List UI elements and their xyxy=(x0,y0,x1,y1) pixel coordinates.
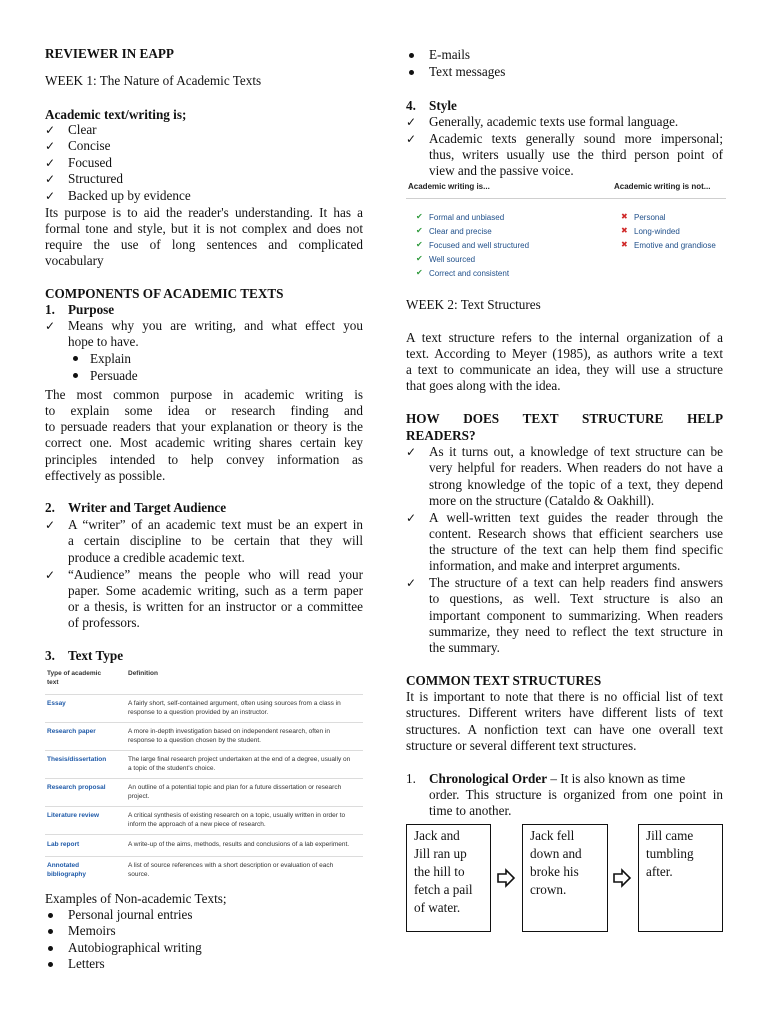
style-heading: Style xyxy=(429,98,457,113)
check-icon: ✔ xyxy=(416,254,423,263)
common-structures-heading: COMMON TEXT STRUCTURES xyxy=(406,673,602,688)
check-icon: ✓ xyxy=(45,156,56,170)
section-number: 2. xyxy=(45,500,55,515)
section-number: 1. xyxy=(406,771,416,786)
bullet-icon xyxy=(409,70,414,75)
check-icon: ✔ xyxy=(416,212,423,221)
sequence-box-1: Jack and Jill ran up the hill to fetch a pail of water. xyxy=(406,824,491,932)
arrow-right-icon xyxy=(612,868,632,888)
check-icon: ✓ xyxy=(45,568,56,582)
bullet-icon xyxy=(48,946,53,951)
check-icon: ✓ xyxy=(406,115,417,129)
list-item: Concise xyxy=(68,138,111,153)
table-row: Essay A fairly short, self-contained argument, often using sources from a class in response to a question provided by an instructor. xyxy=(45,694,363,723)
table-row: Lab report A write-up of the aims, methods, results and conclusions of a lab experiment. xyxy=(45,834,363,857)
isnot-heading: Academic writing is not... xyxy=(614,182,711,191)
bullet-icon xyxy=(48,962,53,967)
check-icon: ✓ xyxy=(406,445,417,459)
check-icon: ✓ xyxy=(406,576,417,590)
table-row: Annotated bibliography A list of source references with a short description or evaluation of each source. xyxy=(45,856,363,885)
table-header-type: Type of academic text xyxy=(47,670,102,686)
check-icon: ✓ xyxy=(406,132,417,146)
divider xyxy=(406,198,726,199)
components-heading: COMPONENTS OF ACADEMIC TEXTS xyxy=(45,286,284,301)
arrow-right-icon xyxy=(496,868,516,888)
list-item: Explain xyxy=(90,351,132,366)
list-item: Personal journal entries xyxy=(68,907,193,922)
nonacademic-heading: Examples of Non-academic Texts; xyxy=(45,891,227,906)
purpose-definition: Means why you are writing, and what effect you xyxy=(68,318,363,333)
text-type-heading: Text Type xyxy=(68,648,124,663)
academic-writing-comparison: Academic writing is... Academic writing is not... ✔ Formal and unbiased ✔ Clear and precise ✔ Focused and well structured ✔ Well sourced ✔ Correct and consistent ✖ Personal ✖ Long-winded ✖ Emotive and grandiose xyxy=(406,178,726,288)
sequence-box-2: Jack fell down and broke his crown. xyxy=(522,824,608,932)
bullet-icon xyxy=(409,53,414,58)
check-icon: ✓ xyxy=(406,511,417,525)
section-number: 3. xyxy=(45,648,55,663)
list-item: E-mails xyxy=(429,47,471,62)
check-icon: ✓ xyxy=(45,319,56,333)
list-item: Text messages xyxy=(429,64,506,79)
table-row: Literature review A critical synthesis of existing research on a topic, usually written in order to inform the approach of a new piece of research. xyxy=(45,806,363,835)
list-item: Backed up by evidence xyxy=(68,188,191,203)
week1-heading: WEEK 1: The Nature of Academic Texts xyxy=(45,73,262,88)
table-row: Thesis/dissertation The large final research project undertaken at the end of a degree, usually on a topic of the student's choice. xyxy=(45,750,363,779)
table-header-definition: Definition xyxy=(128,670,158,677)
list-item: Memoirs xyxy=(68,923,116,938)
bullet-icon xyxy=(73,373,78,378)
academic-heading: Academic text/writing is; xyxy=(45,107,187,122)
how-heading: HOW DOES TEXT STRUCTURE HELP xyxy=(406,411,723,426)
check-icon: ✓ xyxy=(45,139,56,153)
bullet-icon xyxy=(48,913,53,918)
check-icon: ✔ xyxy=(416,268,423,277)
check-icon: ✓ xyxy=(45,518,56,532)
check-icon: ✓ xyxy=(45,123,56,137)
table-row: Research paper A more in-depth investigation based on independent research, often in response to a question chosen by the student. xyxy=(45,722,363,751)
section-number: 4. xyxy=(406,98,416,113)
list-item: Letters xyxy=(68,956,105,971)
check-icon: ✓ xyxy=(45,172,56,186)
is-heading: Academic writing is... xyxy=(408,182,490,191)
x-icon: ✖ xyxy=(621,226,628,235)
document-title: REVIEWER IN EAPP xyxy=(45,46,174,61)
week2-heading: WEEK 2: Text Structures xyxy=(406,297,541,312)
list-item: Focused xyxy=(68,155,112,170)
check-icon: ✔ xyxy=(416,226,423,235)
list-item: Structured xyxy=(68,171,123,186)
list-item: Persuade xyxy=(90,368,138,383)
purpose-heading: Purpose xyxy=(68,302,115,317)
writer-heading: Writer and Target Audience xyxy=(68,500,227,515)
table-row: Research proposal An outline of a potential topic and plan for a future dissertation or research project. xyxy=(45,778,363,807)
check-icon: ✔ xyxy=(416,240,423,249)
chronological-heading: Chronological Order – It is also known as time xyxy=(429,771,686,786)
x-icon: ✖ xyxy=(621,212,628,221)
check-icon: ✓ xyxy=(45,189,56,203)
bullet-icon xyxy=(73,356,78,361)
x-icon: ✖ xyxy=(621,240,628,249)
bullet-icon xyxy=(48,929,53,934)
list-item: Clear xyxy=(68,122,97,137)
section-number: 1. xyxy=(45,302,55,317)
list-item: Autobiographical writing xyxy=(68,940,202,955)
sequence-box-3: Jill came tumbling after. xyxy=(638,824,723,932)
